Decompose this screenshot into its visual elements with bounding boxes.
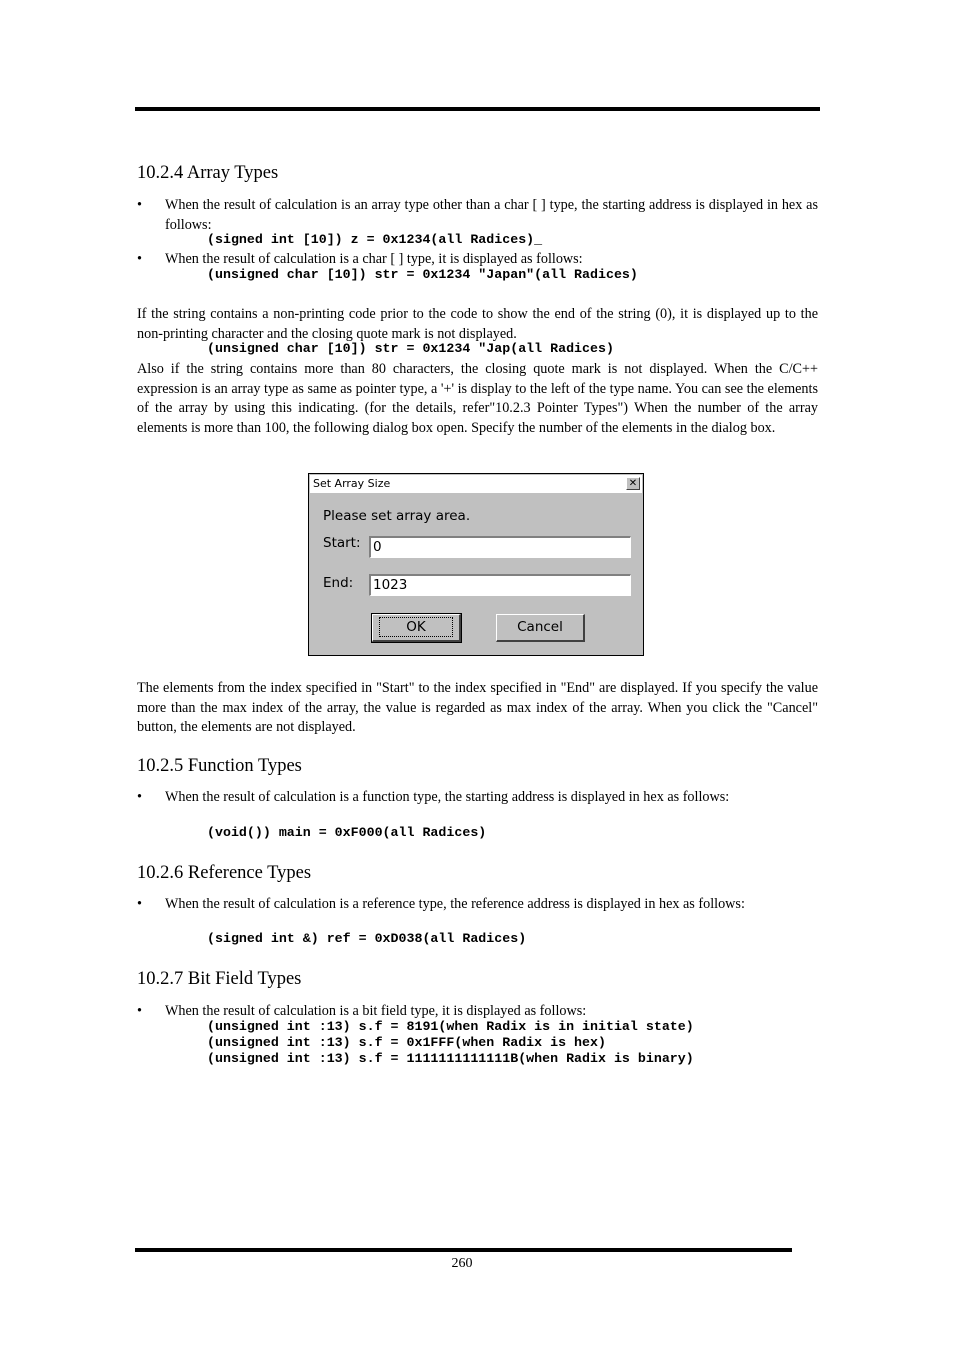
dialog-prompt: Please set array area.: [323, 508, 471, 524]
section-heading-array-types: 10.2.4 Array Types: [137, 163, 279, 183]
ok-button[interactable]: [372, 614, 461, 642]
header-rule: [135, 107, 820, 111]
ok-button-label: OK: [379, 617, 452, 637]
section-heading-reference-types: 10.2.6 Reference Types: [137, 863, 312, 883]
bullet-dot: •: [137, 251, 142, 267]
start-label: Start:: [323, 535, 361, 551]
footer-rule: [135, 1248, 792, 1252]
page-number: 260: [451, 1256, 473, 1271]
bullet-dot: •: [137, 789, 142, 805]
bullet-text: When the result of calculation is a char [ ] type, it is displayed as follows:: [165, 251, 583, 267]
bullet-dot: •: [137, 197, 142, 213]
set-array-size-dialog: [308, 473, 644, 656]
bullet-text: When the result of calculation is an array type other than a char [ ] type, the starting address is displayed in hex as follows:: [165, 197, 818, 233]
code-reference-example: (signed int &) ref = 0xD038(all Radices): [207, 931, 527, 946]
section-heading-bitfield-types: 10.2.7 Bit Field Types: [137, 969, 302, 989]
dialog-title-bar: [310, 475, 642, 493]
cancel-button[interactable]: Cancel: [496, 614, 585, 642]
code-nonprinting-example: (unsigned char [10]) str = 0x1234 "Jap(all Radices): [207, 341, 614, 356]
code-array-example: (signed int [10]) z = 0x1234(all Radices)_: [207, 232, 543, 247]
section-heading-function-types: 10.2.5 Function Types: [137, 756, 302, 776]
code-function-example: (void()) main = 0xF000(all Radices): [207, 825, 487, 840]
paragraph-long-string: Also if the string contains more than 80 characters, the closing quote mark is not displayed. When the C/C++ expression is an array type as same as pointer type, a '+' is display to the left of the type name. You can see the elements of the array by using this indicating. (for the details, refer"10.2.3 Pointer Types") When the number of the array elements is more than 100, the following dialog box open. Specify the number of the elements in the dialog box.: [137, 361, 818, 436]
code-char-array-example: (unsigned char [10]) str = 0x1234 "Japan"(all Radices): [207, 267, 638, 282]
bullet-text: When the result of calculation is a function type, the starting address is displayed in hex as follows:: [165, 789, 730, 805]
paragraph-nonprinting: If the string contains a non-printing code prior to the code to show the end of the string (0), it is displayed up to the non-printing character and the closing quote mark is not displayed.: [137, 306, 818, 342]
end-label: End:: [323, 575, 354, 591]
code-bitfield-initial: (unsigned int :13) s.f = 8191(when Radix is in initial state): [207, 1019, 694, 1034]
paragraph-start-end: The elements from the index specified in "Start" to the index specified in "End" are displayed. If you specify the value more than the max index of the array, the value is regarded as max index of the array. When you click the "Cancel" button, the elements are not displayed.: [137, 680, 818, 735]
start-input[interactable]: 0: [369, 536, 631, 558]
bullet-dot: •: [137, 896, 142, 912]
bullet-dot: •: [137, 1003, 142, 1019]
bullet-text: When the result of calculation is a reference type, the reference address is displayed in hex as follows:: [165, 896, 745, 912]
end-input[interactable]: 1023: [369, 574, 631, 596]
close-icon[interactable]: ✕: [626, 477, 640, 490]
dialog-title: Set Array Size: [313, 477, 391, 490]
code-bitfield-hex: (unsigned int :13) s.f = 0x1FFF(when Radix is hex): [207, 1035, 606, 1050]
code-bitfield-binary: (unsigned int :13) s.f = 1111111111111B(when Radix is binary): [207, 1051, 694, 1066]
bullet-text: When the result of calculation is a bit field type, it is displayed as follows:: [165, 1003, 587, 1019]
